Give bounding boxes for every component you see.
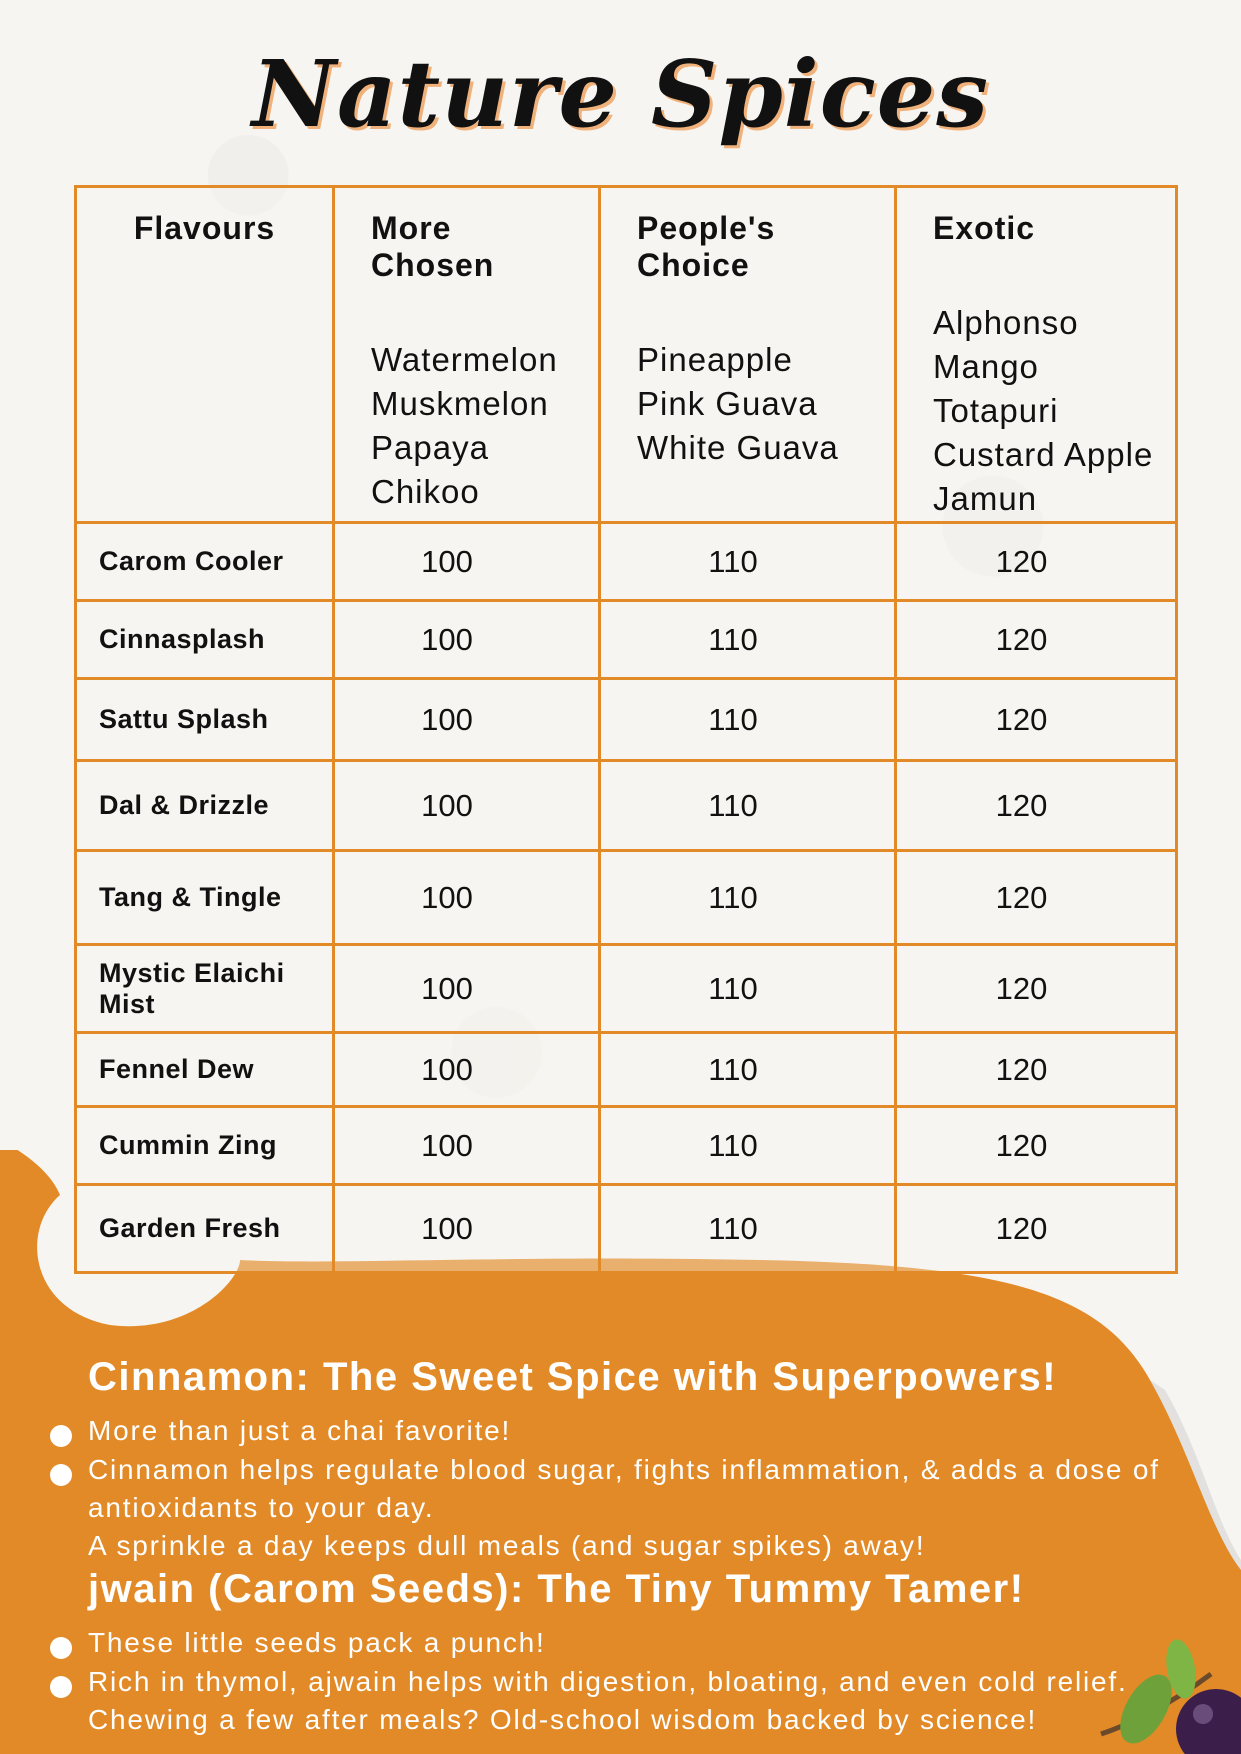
flavour-name: Garden Fresh xyxy=(76,1185,334,1273)
price-cell: 120 xyxy=(896,851,1177,945)
column-title: More Chosen xyxy=(371,210,495,283)
table-row xyxy=(76,761,1177,851)
column-title: Flavours xyxy=(133,210,276,246)
price-table xyxy=(74,185,1178,1274)
fruit-list xyxy=(637,338,878,470)
bullet-dot xyxy=(50,1464,72,1486)
bullet-dot xyxy=(50,1425,72,1447)
fruit-item: Custard Apple xyxy=(933,436,1154,473)
flavour-name: Tang & Tingle xyxy=(76,851,334,945)
fruit-item: Jamun xyxy=(933,480,1038,517)
fruit-item: Pink Guava xyxy=(637,385,818,422)
ajwain-bullet-1: These little seeds pack a punch! xyxy=(88,1627,546,1658)
table-row xyxy=(76,1033,1177,1107)
flavour-name: Cinnasplash xyxy=(76,601,334,679)
flavour-name: Dal & Drizzle xyxy=(76,761,334,851)
price-cell: 110 xyxy=(600,1185,896,1273)
ajwain-bullet-2-line-2: Chewing a few after meals? Old-school wisdom backed by science! xyxy=(88,1704,1038,1735)
fruit-list xyxy=(933,301,1159,521)
cinnamon-bullet-2-line-1: Cinnamon helps regulate blood sugar, fights inflammation, & adds a dose of xyxy=(88,1454,1160,1485)
price-cell: 110 xyxy=(600,851,896,945)
price-cell: 110 xyxy=(600,1033,896,1107)
fruit-item: Muskmelon xyxy=(371,385,549,422)
price-cell: 120 xyxy=(896,1107,1177,1185)
flavour-name: Sattu Splash xyxy=(76,679,334,761)
flavour-name: Cummin Zing xyxy=(76,1107,334,1185)
price-cell: 120 xyxy=(896,523,1177,601)
price-cell: 100 xyxy=(334,851,600,945)
price-cell: 110 xyxy=(600,1107,896,1185)
price-cell: 110 xyxy=(600,761,896,851)
price-cell: 100 xyxy=(334,945,600,1033)
price-cell: 100 xyxy=(334,1033,600,1107)
flavour-name: Carom Cooler xyxy=(76,523,334,601)
price-cell: 120 xyxy=(896,1033,1177,1107)
price-cell: 100 xyxy=(334,1185,600,1273)
header-cell xyxy=(76,187,334,523)
ajwain-bullet-2-line-1: Rich in thymol, ajwain helps with digestion, bloating, and even cold relief. xyxy=(88,1666,1128,1697)
fruit-item: Alphonso Mango xyxy=(933,304,1079,385)
bullet-dot xyxy=(50,1676,72,1698)
header-cell xyxy=(896,187,1177,523)
table-row xyxy=(76,679,1177,761)
column-title: Exotic xyxy=(933,210,1036,246)
cinnamon-bullet-2-line-3: A sprinkle a day keeps dull meals (and sugar spikes) away! xyxy=(88,1530,926,1561)
table-row xyxy=(76,523,1177,601)
fruit-item: Watermelon xyxy=(371,341,558,378)
table-row xyxy=(76,851,1177,945)
plum-illustration xyxy=(1091,1614,1241,1754)
price-cell: 100 xyxy=(334,761,600,851)
fruit-item: Papaya xyxy=(371,429,489,466)
table-row xyxy=(76,601,1177,679)
fruit-list xyxy=(371,338,582,514)
fruit-item: Chikoo xyxy=(371,473,480,510)
price-cell: 110 xyxy=(600,601,896,679)
table-row xyxy=(76,945,1177,1033)
price-cell: 120 xyxy=(896,761,1177,851)
price-cell: 120 xyxy=(896,679,1177,761)
price-cell: 100 xyxy=(334,679,600,761)
page-title: Nature Spices xyxy=(251,40,990,148)
fruit-item: White Guava xyxy=(637,429,839,466)
cinnamon-bullet-2-line-2: antioxidants to your day. xyxy=(88,1492,435,1523)
fruit-item: Totapuri xyxy=(933,392,1059,429)
header-cell xyxy=(334,187,600,523)
price-cell: 100 xyxy=(334,1107,600,1185)
price-cell: 120 xyxy=(896,945,1177,1033)
ajwain-heading: jwain (Carom Seeds): The Tiny Tummy Tamer! xyxy=(88,1567,1025,1611)
table-row xyxy=(76,1185,1177,1273)
price-cell: 120 xyxy=(896,1185,1177,1273)
price-cell: 110 xyxy=(600,679,896,761)
table-row xyxy=(76,1107,1177,1185)
price-cell: 110 xyxy=(600,945,896,1033)
flavour-name: Fennel Dew xyxy=(76,1033,334,1107)
cinnamon-heading: Cinnamon: The Sweet Spice with Superpowers! xyxy=(88,1355,1058,1399)
price-cell: 100 xyxy=(334,601,600,679)
header-row xyxy=(76,187,1177,523)
price-cell: 110 xyxy=(600,523,896,601)
header-cell xyxy=(600,187,896,523)
column-title: People's Choice xyxy=(637,210,776,283)
bullet-dot xyxy=(50,1637,72,1659)
cinnamon-bullet-1: More than just a chai favorite! xyxy=(88,1415,512,1446)
price-cell: 100 xyxy=(334,523,600,601)
fruit-item: Pineapple xyxy=(637,341,793,378)
flavour-name: Mystic Elaichi Mist xyxy=(76,945,334,1033)
price-cell: 120 xyxy=(896,601,1177,679)
